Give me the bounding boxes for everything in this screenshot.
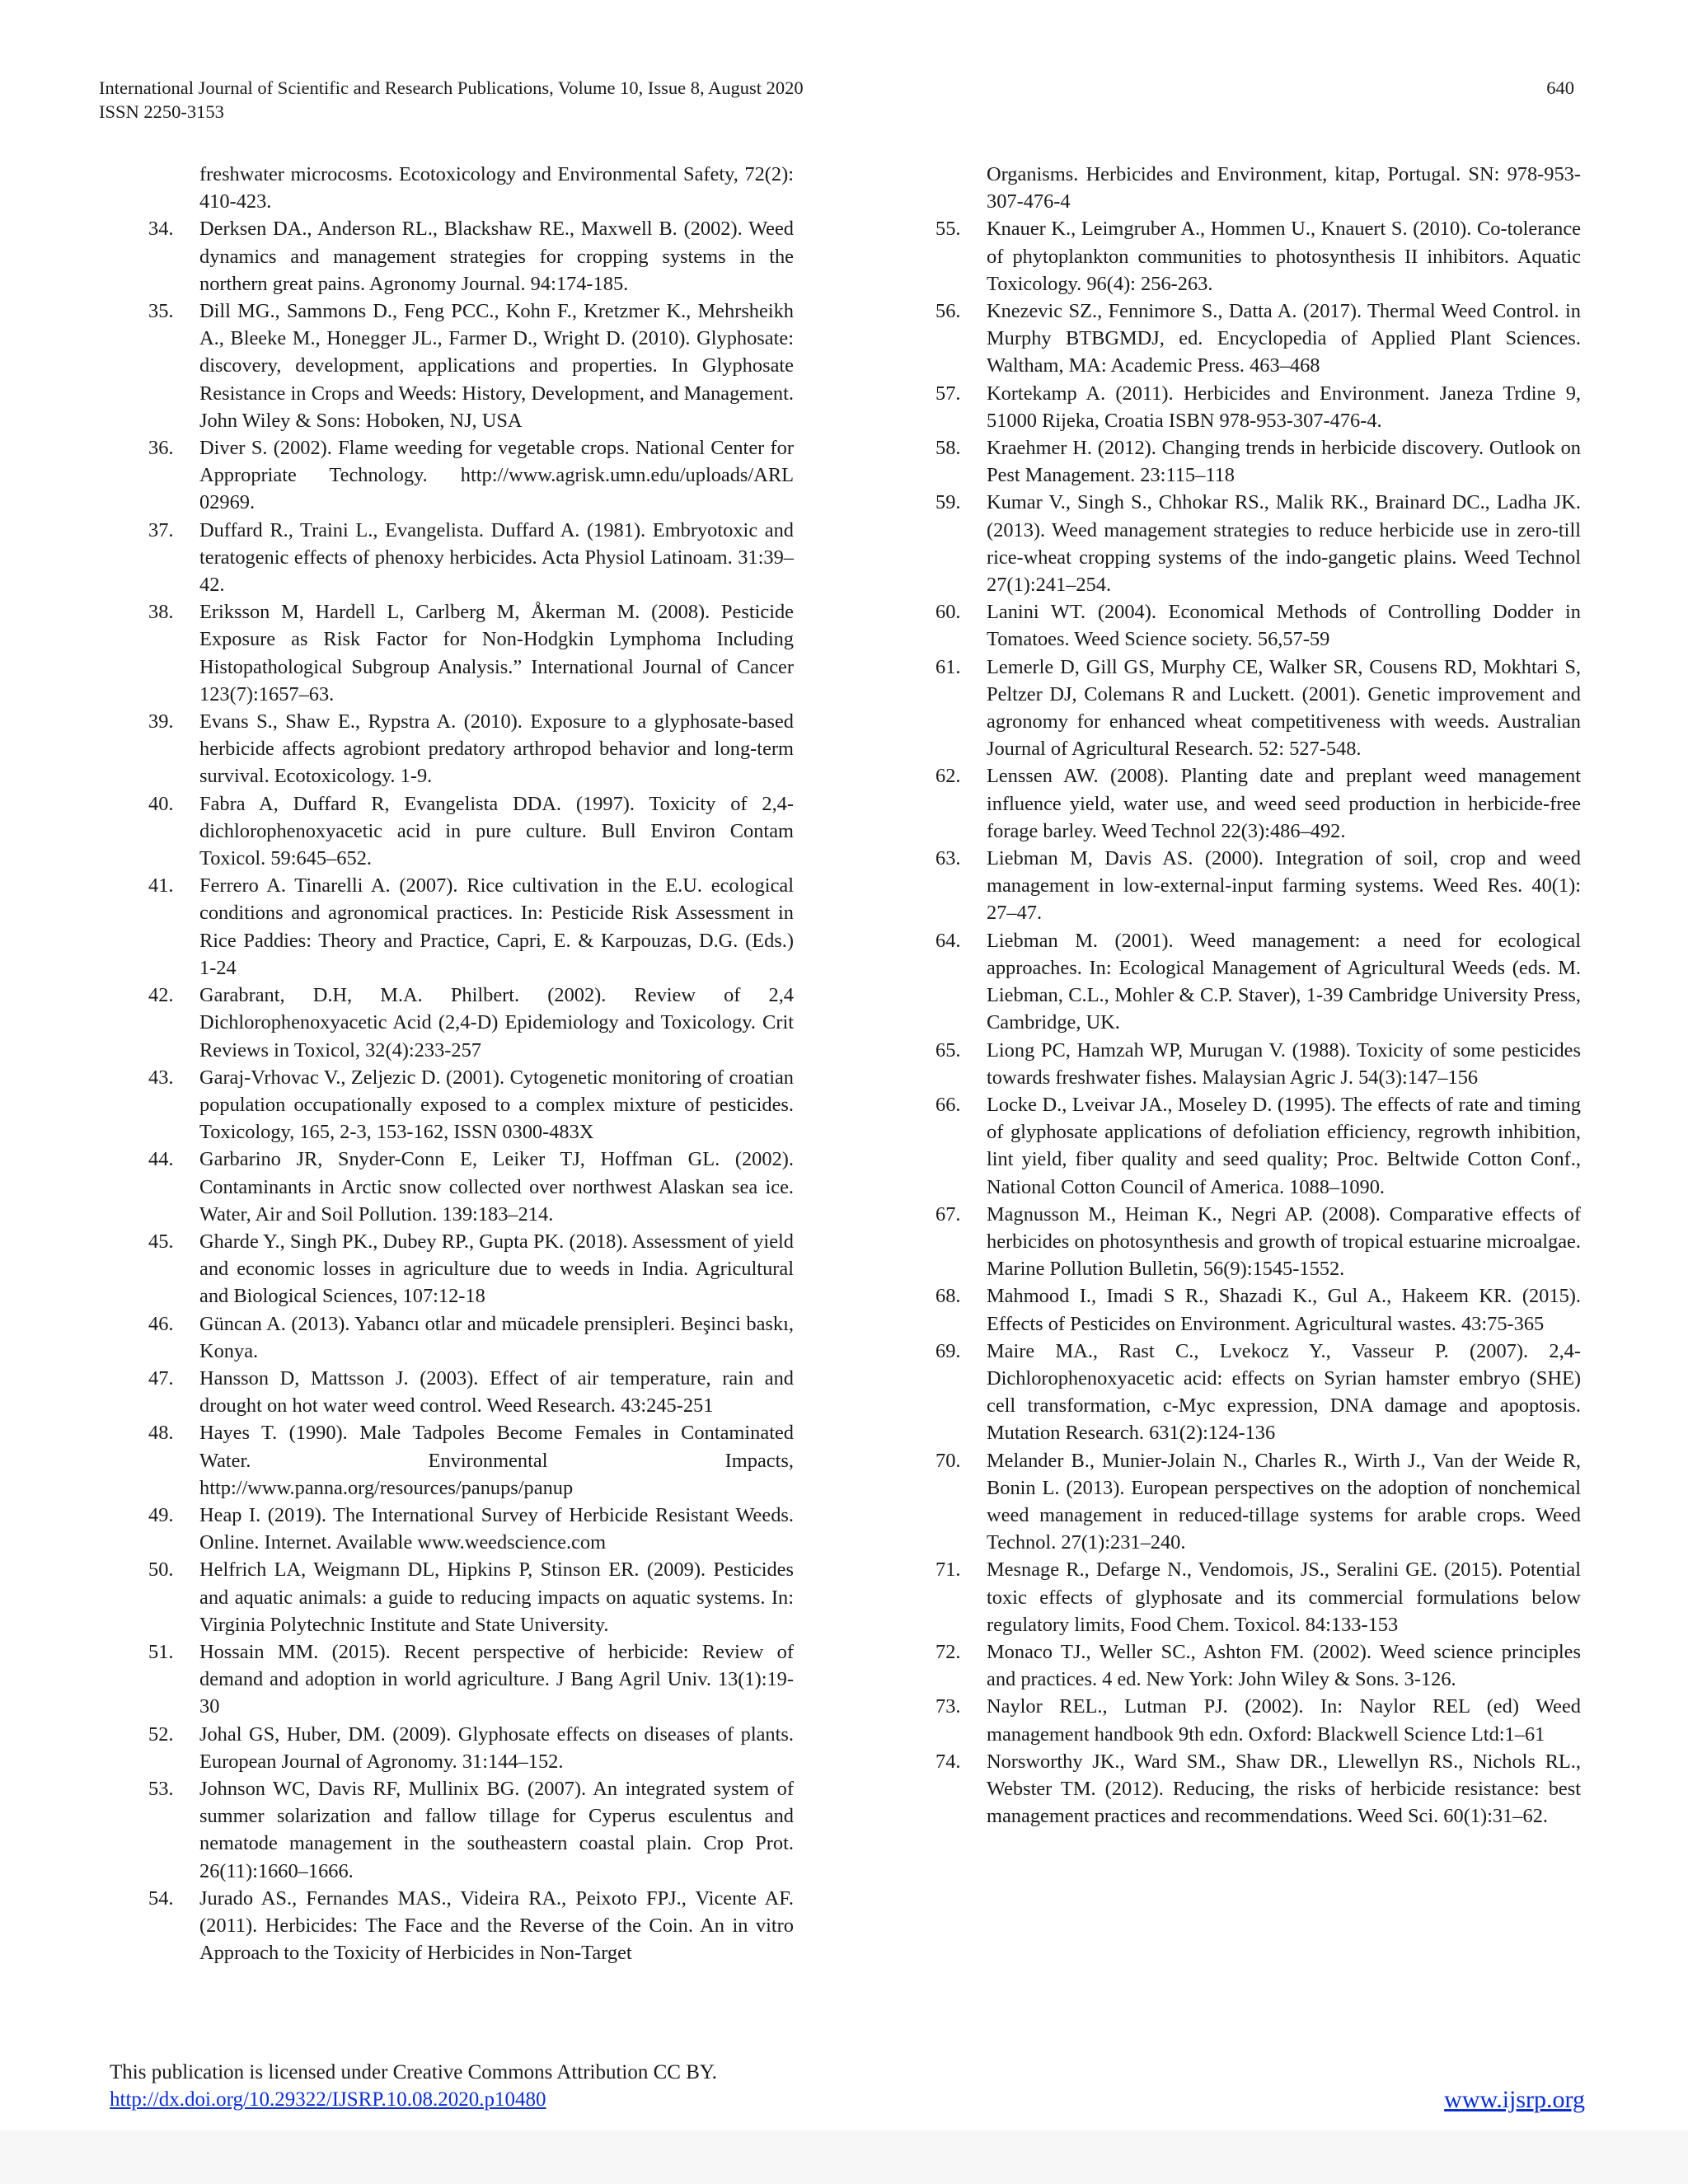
reference-number: 37.: [148, 518, 174, 541]
reference-number: 61.: [935, 655, 961, 678]
reference-continuation: [935, 161, 1581, 215]
reference-number: 65.: [935, 1038, 961, 1062]
reference-entry: [935, 598, 1581, 653]
reference-entry: [935, 1447, 1581, 1557]
reference-text: Garaj-Vrhovac V., Zeljezic D. (2001). Cytogenetic monitoring of croatian population occupationally exposed to a complex mixture of pesticides. Toxicology, 165, 2-3, 153-162, ISSN 0300-483X: [199, 1066, 794, 1144]
reference-entry: [148, 1502, 794, 1556]
reference-text: Helfrich LA, Weigmann DL, Hipkins P, Stinson ER. (2009). Pesticides and aquatic animals: a guide to reducing impacts on aquatic systems. In: Virginia Polytechnic Institute and State University.: [199, 1558, 794, 1636]
reference-text: Maire MA., Rast C., Lvekocz Y., Vasseur P. (2007). 2,4-Dichlorophenoxyacetic acid: effects on Syrian hamster embryo (SHE) cell transformation, c-Myc expression, DNA damage and apoptosis. Mutation Research. 631(2):124-136: [987, 1339, 1581, 1445]
reference-number: 56.: [935, 300, 961, 323]
reference-text: Kumar V., Singh S., Chhokar RS., Malik RK., Brainard DC., Ladha JK. (2013). Weed management strategies to reduce herbicide use in zero-till rice-wheat cropping systems of the indo-gangetic plains. Weed Technol 27(1):241–254.: [987, 491, 1581, 597]
references-right-column: [935, 161, 1581, 1830]
reference-text: Diver S. (2002). Flame weeding for vegetable crops. National Center for Appropriate Technology. http://www.agrisk.umn.edu/uploads/ARL 02969.: [199, 437, 794, 514]
reference-entry: [148, 598, 794, 708]
reference-text: Mesnage R., Defarge N., Vendomois, JS., Seralini GE. (2015). Potential toxic effects of glyphosate and its commercial formulations below regulatory limits, Food Chem. Toxicol. 84:133-153: [987, 1558, 1581, 1636]
reference-entry: [148, 1885, 794, 1967]
reference-number: 59.: [935, 491, 961, 514]
page-footer: [110, 2059, 1585, 2113]
references-left-column: [148, 161, 794, 1966]
reference-entry: [148, 1638, 794, 1721]
reference-text: Heap I. (2019). The International Survey of Herbicide Resistant Weeds. Online. Internet. Available www.weedscience.com: [199, 1503, 794, 1554]
reference-text: Magnusson M., Heiman K., Negri AP. (2008). Comparative effects of herbicides on photosynthesis and growth of tropical estuarine microalgae. Marine Pollution Bulletin, 56(9):1545-1552.: [987, 1202, 1581, 1281]
reference-entry: [148, 1419, 794, 1502]
reference-text: Kraehmer H. (2012). Changing trends in herbicide discovery. Outlook on Pest Management. 23:115–118: [987, 437, 1581, 487]
reference-text: Norsworthy JK., Ward SM., Shaw DR., Llewellyn RS., Nichols RL., Webster TM. (2012). Reducing, the risks of herbicide resistance: best management practices and recommendations. Weed Sci. 60(1):31–62.: [987, 1750, 1581, 1828]
reference-entry: [148, 1064, 794, 1146]
reference-entry: [148, 982, 794, 1064]
journal-title: International Journal of Scientific and Research Publications, Volume 10, Issue 8, August 2020: [99, 77, 804, 98]
reference-entry: [148, 1310, 794, 1365]
reference-continuation: [148, 161, 794, 215]
reference-number: 45.: [148, 1230, 174, 1253]
reference-number: 58.: [935, 437, 961, 460]
reference-number: 68.: [935, 1285, 961, 1308]
reference-entry: [935, 1338, 1581, 1447]
reference-text: Naylor REL., Lutman PJ. (2002). In: Naylor REL (ed) Weed management handbook 9th edn. Oxford: Blackwell Science Ltd:1–61: [987, 1695, 1581, 1746]
reference-entry: [148, 298, 794, 434]
reference-number: 46.: [148, 1312, 174, 1335]
reference-text: Hansson D, Mattsson J. (2003). Effect of air temperature, rain and drought on hot water weed control. Weed Research. 43:245-251: [199, 1366, 794, 1418]
reference-text: Duffard R., Traini L., Evangelista. Duffard A. (1981). Embryotoxic and teratogenic effects of phenoxy herbicides. Acta Physiol Latinoam. 31:39–42.: [199, 518, 794, 597]
reference-entry: [935, 489, 1581, 598]
reference-entry: [148, 1146, 794, 1228]
reference-entry: [148, 872, 794, 982]
reference-text: Gharde Y., Singh PK., Dubey RP., Gupta PK. (2018). Assessment of yield and economic losses in agriculture due to weeds in India. Agricultural and Biological Sciences, 107:12-18: [199, 1230, 794, 1308]
reference-entry: [935, 1201, 1581, 1283]
reference-number: 64.: [935, 929, 961, 952]
reference-entry: [935, 298, 1581, 380]
reference-number: 51.: [148, 1640, 174, 1663]
reference-number: 36.: [148, 437, 174, 460]
reference-entry: [935, 1091, 1581, 1201]
reference-number: 44.: [148, 1148, 174, 1171]
reference-text: Hayes T. (1990). Male Tadpoles Become Females in Contaminated Water. Environmental Impacts, http://www.panna.org/resources/panups/panup: [199, 1422, 794, 1499]
reference-text: Knezevic SZ., Fennimore S., Datta A. (2017). Thermal Weed Control. in Murphy BTBGMDJ, ed. Encyclopedia of Applied Plant Sciences. Waltham, MA: Academic Press. 463–468: [987, 300, 1581, 377]
page-header: [99, 76, 1574, 124]
page-bottom-band: [0, 2130, 1688, 2184]
reference-number: 38.: [148, 601, 174, 624]
reference-entry: [935, 654, 1581, 763]
reference-entry: [935, 380, 1581, 434]
reference-number: 39.: [148, 710, 174, 733]
reference-text: Liebman M, Davis AS. (2000). Integration of soil, crop and weed management in low-external-input farming systems. Weed Res. 40(1): 27–47.: [987, 847, 1581, 925]
reference-number: 54.: [148, 1886, 174, 1910]
reference-number: 48.: [148, 1422, 174, 1445]
reference-number: 52.: [148, 1722, 174, 1746]
reference-text: Güncan A. (2013). Yabancı otlar and mücadele prensipleri. Beşinci baskı, Konya.: [199, 1312, 794, 1362]
reference-text: Ferrero A. Tinarelli A. (2007). Rice cultivation in the E.U. ecological conditions and agronomical practices. In: Pesticide Risk Assessment in Rice Paddies: Theory and Practice, Capri, E. & Karpouzas, D.G. (Eds.) 1-24: [199, 874, 794, 979]
license-text: This publication is licensed under Creative Commons Attribution CC BY.: [110, 2061, 717, 2083]
reference-number: 42.: [148, 984, 174, 1007]
reference-number: 74.: [935, 1750, 961, 1773]
reference-entry: [935, 927, 1581, 1037]
reference-text: Lenssen AW. (2008). Planting date and preplant weed management influence yield, water use, and weed seed production in herbicide-free forage barley. Weed Technol 22(3):486–492.: [987, 765, 1581, 842]
reference-entry: [148, 517, 794, 599]
reference-entry: [148, 1228, 794, 1310]
reference-text: Johal GS, Huber, DM. (2009). Glyphosate effects on diseases of plants. European Journal of Agronomy. 31:144–152.: [199, 1722, 794, 1773]
reference-text: Jurado AS., Fernandes MAS., Videira RA., Peixoto FPJ., Vicente AF. (2011). Herbicides: The Face and the Reverse of the Coin. An in vitro Approach to the Toxicity of Herbicides in Non-Target: [199, 1886, 794, 1965]
reference-text: Dill MG., Sammons D., Feng PCC., Kohn F., Kretzmer K., Mehrsheikh A., Bleeke M., Honegger JL., Farmer D., Wright D. (2010). Glyphosate: discovery, development, applications and properties. In Glyphosate Resistance in Crops and Weeds: History, Development, and Management. John Wiley & Sons: Hoboken, NJ, USA: [199, 300, 794, 432]
reference-entry: [935, 1282, 1581, 1337]
reference-number: 43.: [148, 1066, 174, 1089]
reference-number: 55.: [935, 218, 961, 241]
reference-number: 60.: [935, 601, 961, 624]
reference-text: Derksen DA., Anderson RL., Blackshaw RE., Maxwell B. (2002). Weed dynamics and management strategies for cropping systems in the northern great pains. Agronomy Journal. 94:174-185.: [199, 218, 794, 295]
reference-text: Evans S., Shaw E., Rypstra A. (2010). Exposure to a glyphosate-based herbicide affects agrobiont predatory arthropod behavior and long-term survival. Ecotoxicology. 1-9.: [199, 710, 794, 788]
reference-entry: [148, 790, 794, 873]
reference-entry: [935, 1748, 1581, 1830]
reference-text: Organisms. Herbicides and Environment, kitap, Portugal. SN: 978-953-307-476-4: [987, 163, 1581, 213]
website-link[interactable]: www.ijsrp.org: [1444, 2086, 1585, 2113]
reference-text: Knauer K., Leimgruber A., Hommen U., Knauert S. (2010). Co-tolerance of phytoplankton communities to photosynthesis II inhibitors. Aquatic Toxicology. 96(4): 256-263.: [987, 218, 1581, 295]
reference-number: 69.: [935, 1339, 961, 1362]
reference-number: 40.: [148, 792, 174, 815]
reference-text: Monaco TJ., Weller SC., Ashton FM. (2002). Weed science principles and practices. 4 ed. New York: John Wiley & Sons. 3-126.: [987, 1640, 1581, 1691]
reference-entry: [935, 1556, 1581, 1638]
reference-number: 73.: [935, 1695, 961, 1718]
reference-text: Garabrant, D.H, M.A. Philbert. (2002). Review of 2,4 Dichlorophenoxyacetic Acid (2,4-D) Epidemiology and Toxicology. Crit Reviews in Toxicol, 32(4):233-257: [199, 984, 794, 1062]
reference-text: Hossain MM. (2015). Recent perspective of herbicide: Review of demand and adoption in world agriculture. J Bang Agril Univ. 13(1):19-30: [199, 1640, 794, 1718]
reference-number: 62.: [935, 765, 961, 788]
reference-number: 70.: [935, 1449, 961, 1472]
issn: ISSN 2250-3153: [99, 101, 224, 122]
reference-text: Mahmood I., Imadi S R., Shazadi K., Gul A., Hakeem KR. (2015). Effects of Pesticides on Environment. Agricultural wastes. 43:75-365: [987, 1285, 1581, 1335]
reference-entry: [148, 1775, 794, 1885]
reference-text: Johnson WC, Davis RF, Mullinix BG. (2007). An integrated system of summer solarization and fallow tillage for Cyperus esculentus and nematode management in the southeastern coastal plain. Crop Prot. 26(11):1660–1666.: [199, 1777, 794, 1882]
reference-entry: [935, 1037, 1581, 1091]
reference-number: 53.: [148, 1777, 174, 1800]
reference-entry: [148, 1365, 794, 1419]
reference-text: Kortekamp A. (2011). Herbicides and Environment. Janeza Trdine 9, 51000 Rijeka, Croatia ISBN 978-953-307-476-4.: [987, 382, 1581, 432]
reference-number: 47.: [148, 1366, 174, 1390]
reference-text: Garbarino JR, Snyder-Conn E, Leiker TJ, Hoffman GL. (2002). Contaminants in Arctic snow collected over northwest Alaskan sea ice. Water, Air and Soil Pollution. 139:183–214.: [199, 1148, 794, 1226]
reference-text: Locke D., Lveivar JA., Moseley D. (1995). The effects of rate and timing of glyphosate applications of defoliation efficiency, regrowth inhibition, lint yield, fiber quality and seed quality; Proc. Beltwide Cotton Conf., National Cotton Council of America. 1088–1090.: [987, 1093, 1581, 1198]
reference-text: Lemerle D, Gill GS, Murphy CE, Walker SR, Cousens RD, Mokhtari S, Peltzer DJ, Colemans R and Luckett. (2001). Genetic improvement and agronomy for enhanced wheat competitiveness with weeds. Australian Journal of Agricultural Research. 52: 527-548.: [987, 655, 1581, 761]
doi-link[interactable]: http://dx.doi.org/10.29322/IJSRP.10.08.2020.p10480: [110, 2088, 546, 2111]
reference-text: Fabra A, Duffard R, Evangelista DDA. (1997). Toxicity of 2,4-dichlorophenoxyacetic acid in pure culture. Bull Environ Contam Toxicol. 59:645–652.: [199, 792, 794, 870]
reference-text: Eriksson M, Hardell L, Carlberg M, Åkerman M. (2008). Pesticide Exposure as Risk Factor for Non-Hodgkin Lymphoma Including Histopathological Subgroup Analysis.” International Journal of Cancer 123(7):1657–63.: [199, 601, 794, 705]
reference-entry: [935, 215, 1581, 298]
reference-entry: [148, 708, 794, 790]
reference-number: 63.: [935, 847, 961, 870]
page-number: 640: [1546, 77, 1574, 98]
reference-entry: [935, 845, 1581, 927]
reference-entry: [935, 762, 1581, 845]
reference-text: Lanini WT. (2004). Economical Methods of Controlling Dodder in Tomatoes. Weed Science society. 56,57-59: [987, 601, 1581, 651]
reference-number: 50.: [148, 1558, 174, 1582]
reference-number: 41.: [148, 874, 174, 898]
reference-text: Melander B., Munier-Jolain N., Charles R., Wirth J., Van der Weide R, Bonin L. (2013). European perspectives on the adoption of nonchemical weed management in reduced-tillage systems for arable crops. Weed Technol. 27(1):231–240.: [987, 1449, 1581, 1554]
reference-text: Liong PC, Hamzah WP, Murugan V. (1988). Toxicity of some pesticides towards freshwater fishes. Malaysian Agric J. 54(3):147–156: [987, 1038, 1581, 1089]
reference-entry: [935, 434, 1581, 489]
reference-number: 34.: [148, 218, 174, 241]
reference-entry: [148, 434, 794, 517]
reference-number: 71.: [935, 1558, 961, 1582]
reference-entry: [935, 1638, 1581, 1693]
reference-entry: [148, 1556, 794, 1638]
reference-entry: [148, 215, 794, 298]
reference-number: 72.: [935, 1640, 961, 1663]
reference-number: 57.: [935, 382, 961, 405]
reference-text: freshwater microcosms. Ecotoxicology and Environmental Safety, 72(2): 410-423.: [199, 163, 794, 213]
reference-number: 35.: [148, 300, 174, 323]
reference-number: 67.: [935, 1202, 961, 1226]
reference-number: 49.: [148, 1503, 174, 1526]
reference-entry: [148, 1721, 794, 1775]
reference-number: 66.: [935, 1093, 961, 1116]
reference-entry: [935, 1693, 1581, 1747]
reference-text: Liebman M. (2001). Weed management: a need for ecological approaches. In: Ecological Management of Agricultural Weeds (eds. M. Liebman, C.L., Mohler & C.P. Staver), 1-39 Cambridge University Press, Cambridge, UK.: [987, 929, 1581, 1034]
